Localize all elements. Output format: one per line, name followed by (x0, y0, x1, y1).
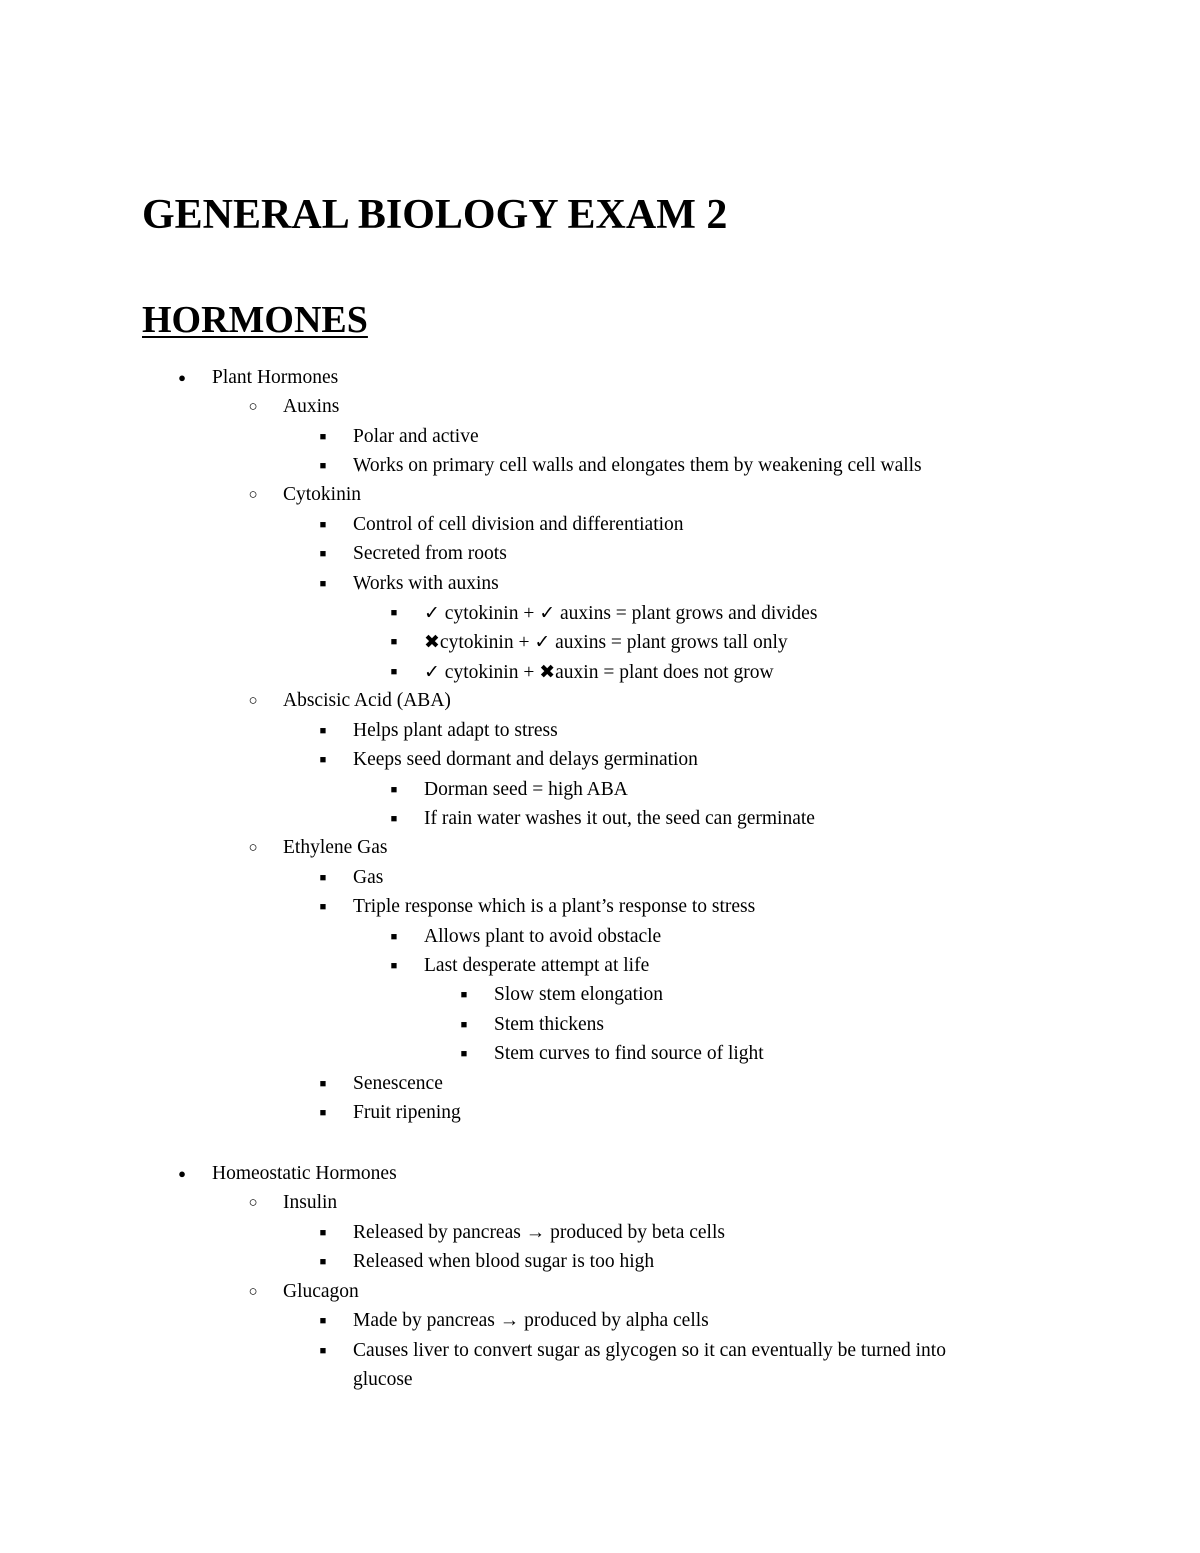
list-item-insulin (0, 1188, 1200, 1218)
list-item-text: Gas (353, 867, 384, 888)
list-item-text: Glucagon (283, 1281, 359, 1302)
bullet-level3: ■ (319, 754, 327, 766)
bullet-level3: ■ (319, 1227, 327, 1239)
list-item-combo (0, 657, 1200, 687)
combo-text-b: auxins = plant grows and divides (555, 603, 818, 624)
list-item-text: Insulin (283, 1192, 338, 1213)
list-item-text: Cytokinin (283, 484, 362, 505)
bullet-level3: ■ (319, 1256, 327, 1268)
list-item-text: Ethylene Gas (283, 837, 388, 858)
list-item-auxins (0, 392, 1200, 422)
list-item-text: Control of cell division and differentiation (353, 514, 684, 535)
bullet-level3: ■ (319, 901, 327, 913)
bullet-level3: ■ (390, 784, 398, 796)
bullet-level1: ● (178, 1166, 186, 1181)
bullet-level3: ■ (319, 578, 327, 590)
list-item-text: Secreted from roots (353, 543, 507, 564)
list-item-text (424, 627, 788, 658)
bullet-level3: ■ (390, 813, 398, 825)
list-item-text: Plant Hormones (212, 367, 339, 388)
bullet-level3: ■ (319, 431, 327, 443)
list-item (0, 775, 1200, 805)
bullet-level2: ○ (248, 487, 258, 503)
list-item (0, 745, 1200, 775)
bullet-level3: ■ (390, 607, 398, 619)
list-item-text: Causes liver to convert sugar as glycogen so it can eventually be turned into (353, 1340, 946, 1361)
bullet-level1: ● (178, 370, 186, 385)
list-item (0, 980, 1200, 1010)
list-item-cytokinin (0, 480, 1200, 510)
combo-text-b: auxin = plant does not grow (555, 662, 774, 683)
bullet-level3: ■ (460, 1048, 468, 1060)
bullet-level2: ○ (248, 693, 258, 709)
list-item-text: Works on primary cell walls and elongates them by weakening cell walls (353, 455, 922, 476)
list-item-text: Stem curves to find source of light (494, 1043, 764, 1064)
list-item (0, 569, 1200, 599)
check-icon: ✓ (534, 631, 551, 653)
list-item (0, 922, 1200, 952)
check-icon: ✓ (424, 602, 440, 624)
list-item (0, 510, 1200, 540)
combo-text-a: cytokinin + (439, 603, 540, 624)
list-item (0, 451, 1200, 481)
list-item-text: Senescence (353, 1073, 443, 1094)
list-item-homeostatic-hormones (0, 1159, 1200, 1189)
list-item-text: Keeps seed dormant and delays germination (353, 749, 698, 770)
list-item-text: Made by pancreas → produced by alpha cells (353, 1310, 709, 1331)
list-item (0, 863, 1200, 893)
bullet-level2: ○ (248, 840, 258, 856)
list-item-text: Homeostatic Hormones (212, 1163, 397, 1184)
bullet-level2: ○ (248, 1195, 258, 1211)
list-item-text (424, 657, 774, 688)
list-item (0, 1218, 1200, 1248)
bullet-level3: ■ (319, 1345, 327, 1357)
bullet-level3: ■ (319, 548, 327, 560)
list-item-text: Dorman seed = high ABA (424, 779, 628, 800)
list-item (0, 1306, 1200, 1336)
list-item (0, 1098, 1200, 1128)
list-item (0, 1010, 1200, 1040)
bullet-level3: ■ (460, 989, 468, 1001)
list-item (0, 951, 1200, 981)
bullet-level3: ■ (319, 1315, 327, 1327)
list-item-text: Auxins (283, 396, 340, 417)
bullet-level2: ○ (248, 1284, 258, 1300)
list-item-text: Last desperate attempt at life (424, 955, 650, 976)
bullet-level3: ■ (390, 960, 398, 972)
list-item-text: Stem thickens (494, 1014, 604, 1035)
list-item-text: Helps plant adapt to stress (353, 720, 558, 741)
check-icon: ✓ (424, 661, 440, 683)
bullet-level3: ■ (319, 872, 327, 884)
section-heading-hormones: HORMONES (142, 299, 368, 341)
bullet-level2: ○ (248, 399, 258, 415)
cross-icon: ✖ (424, 631, 440, 653)
list-item (0, 804, 1200, 834)
bullet-level3: ■ (460, 1019, 468, 1031)
combo-text-b: auxins = plant grows tall only (550, 632, 788, 653)
list-item-text: Allows plant to avoid obstacle (424, 926, 662, 947)
list-item (0, 892, 1200, 922)
list-item-text: Works with auxins (353, 573, 499, 594)
list-item (0, 539, 1200, 569)
bullet-level3: ■ (319, 725, 327, 737)
list-item (0, 1069, 1200, 1099)
bullet-level3: ■ (319, 1107, 327, 1119)
list-item-text: Slow stem elongation (494, 984, 663, 1005)
list-item (0, 716, 1200, 746)
list-item-text: Abscisic Acid (ABA) (283, 690, 451, 711)
list-item-text: Triple response which is a plant’s response to stress (353, 896, 756, 917)
list-item-glucagon (0, 1277, 1200, 1307)
combo-text-a: cytokinin + (439, 632, 535, 653)
list-item-combo (0, 598, 1200, 628)
bullet-level3: ■ (319, 1078, 327, 1090)
document-title: GENERAL BIOLOGY EXAM 2 (142, 192, 728, 238)
list-item-text: Released when blood sugar is too high (353, 1251, 655, 1272)
bullet-level3: ■ (390, 931, 398, 943)
list-item-text: If rain water washes it out, the seed can germinate (424, 808, 815, 829)
list-item-text (424, 598, 817, 629)
list-item-plant-hormones (0, 363, 1200, 393)
list-item-text: Polar and active (353, 426, 479, 447)
list-item-aba (0, 686, 1200, 716)
list-item (0, 1039, 1200, 1069)
list-item-text: Released by pancreas → produced by beta cells (353, 1222, 725, 1243)
list-item-text: Fruit ripening (353, 1102, 461, 1123)
list-item-ethylene (0, 833, 1200, 863)
list-item (0, 422, 1200, 452)
list-item (0, 1247, 1200, 1277)
bullet-level3: ■ (390, 666, 398, 678)
combo-text-a: cytokinin + (439, 662, 540, 683)
bullet-level3: ■ (319, 519, 327, 531)
list-item-continuation (0, 1365, 1200, 1395)
cross-icon: ✖ (539, 661, 556, 683)
list-item-combo (0, 627, 1200, 657)
bullet-level3: ■ (319, 460, 327, 472)
bullet-level3: ■ (390, 636, 398, 648)
list-item-text: glucose (353, 1369, 413, 1390)
check-icon: ✓ (539, 602, 556, 624)
list-item (0, 1336, 1200, 1366)
